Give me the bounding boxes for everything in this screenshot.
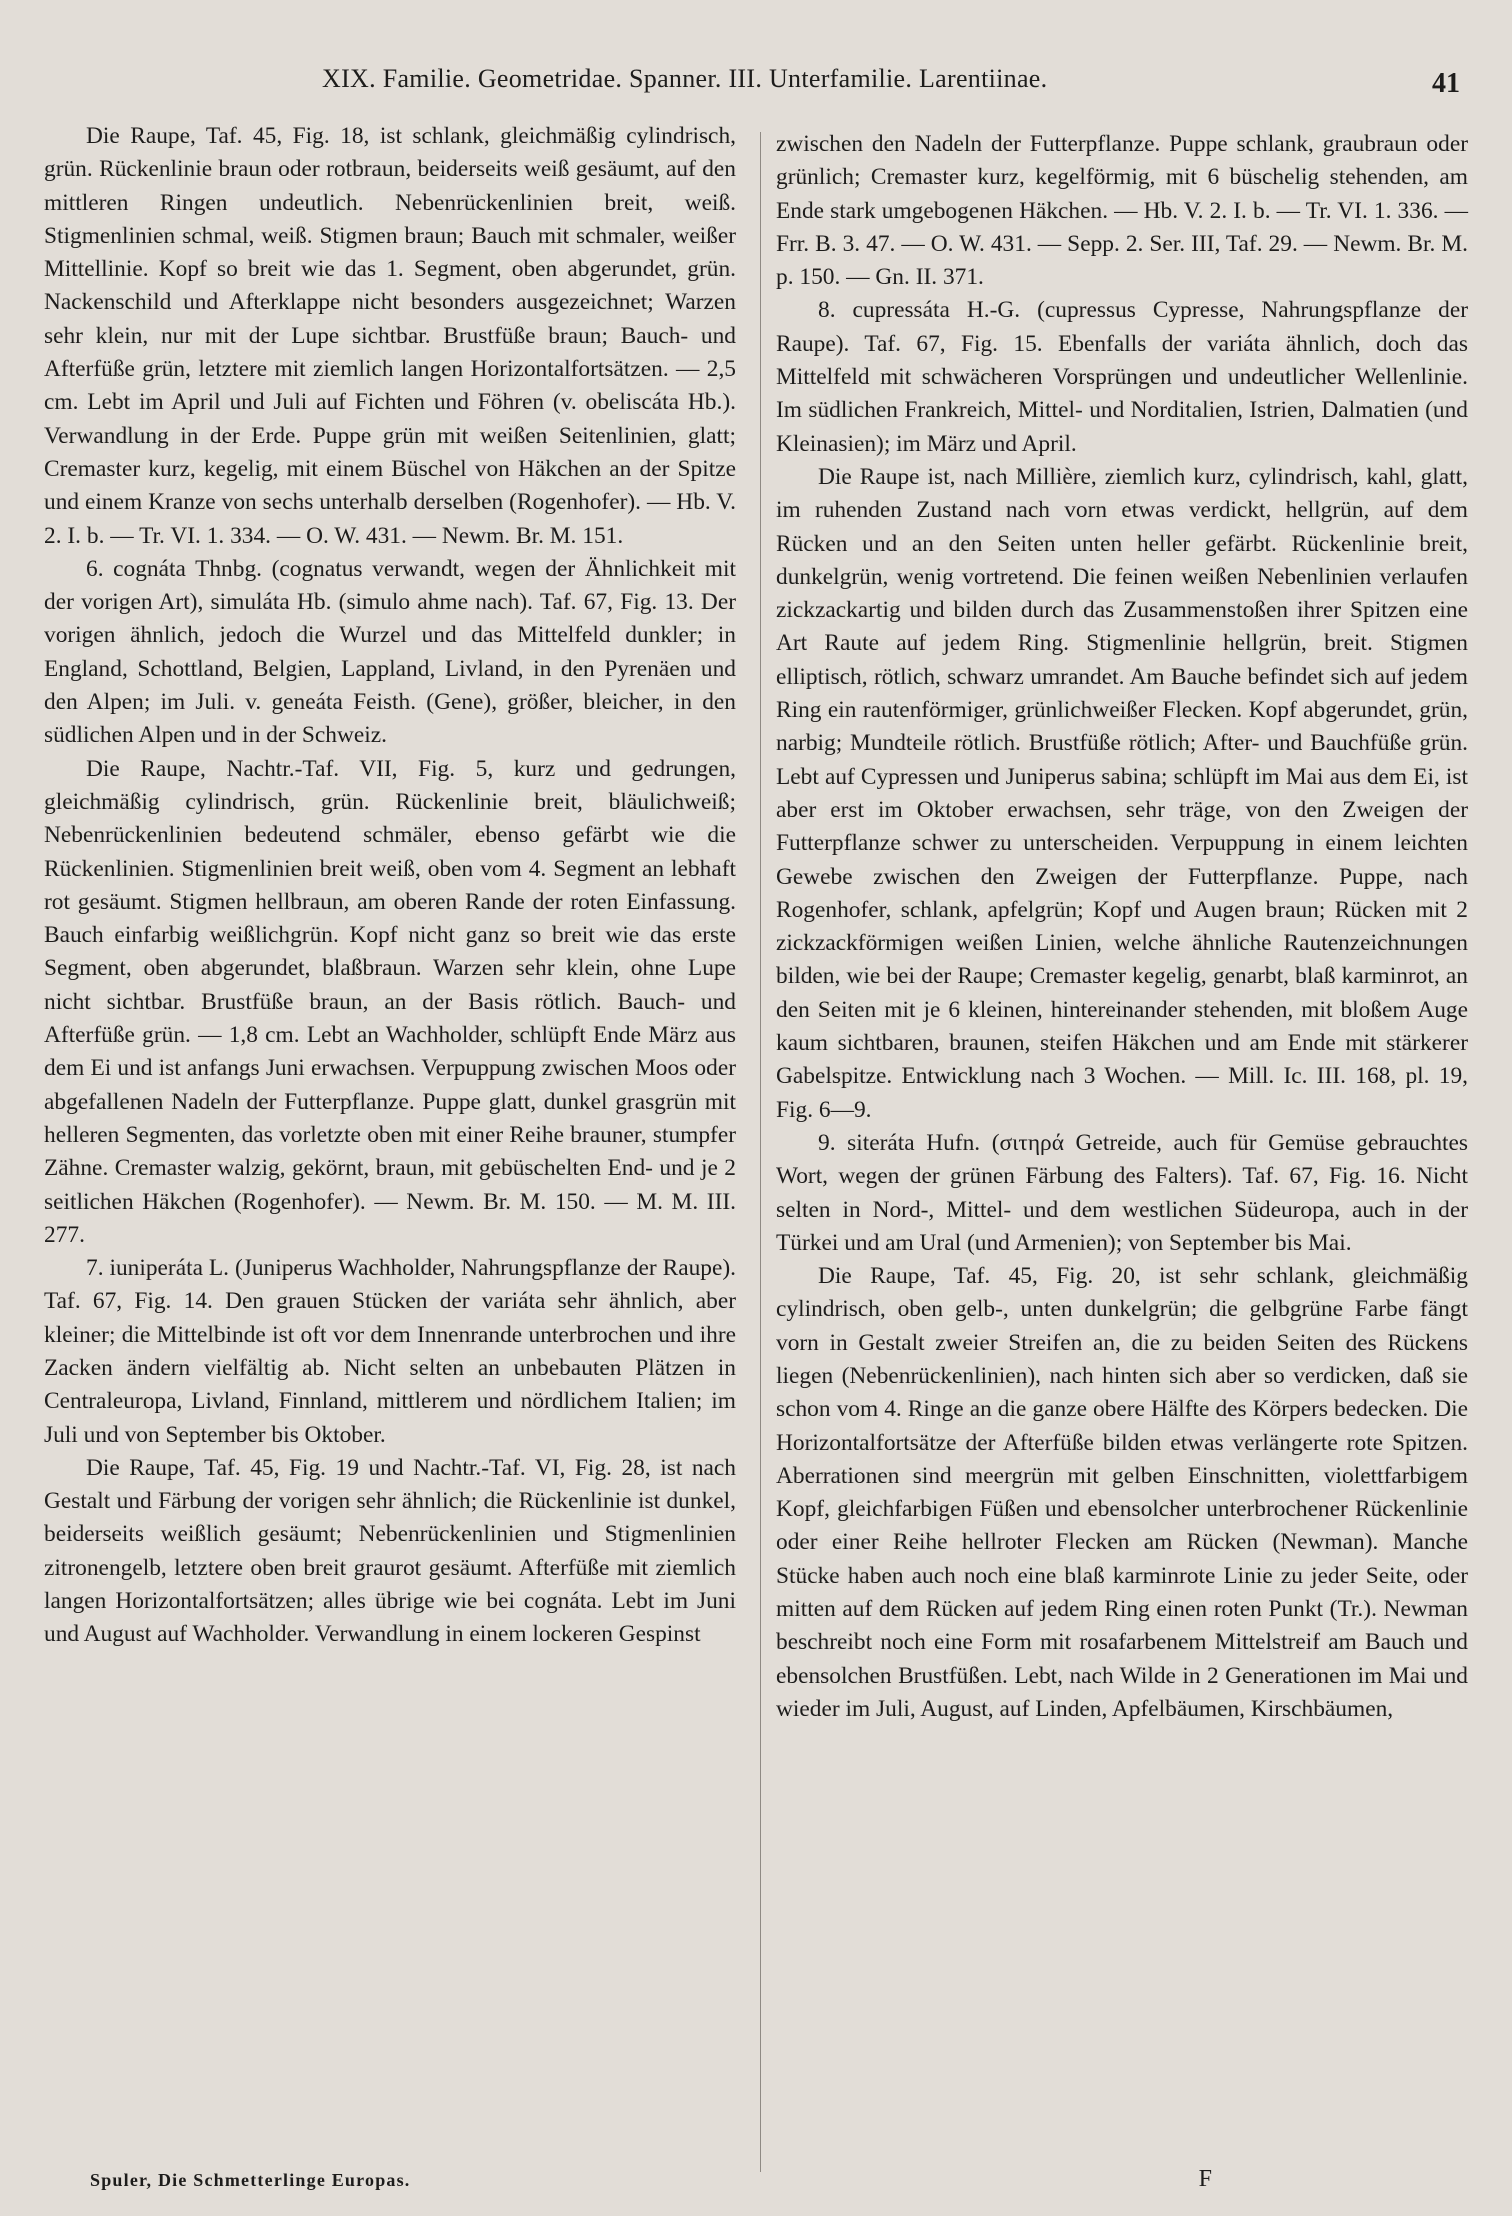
species-entry-siterata: 9. siteráta Hufn. (σιτηρά Getreide, auch für Gemüse gebrauchtes Wort, wegen der grünen Färbung des Falters). Taf. 67, Fig. 16. Nicht selten in Nord-, Mittel- und dem westlichen Südeuropa, auch in der Türkei und am Ural (und Armenien); von September bis Mai. xyxy=(776,1129,1468,1256)
species-entry-iuniperata: 7. iuniperáta L. (Juniperus Wachholder, Nahrungspflanze der Raupe). Taf. 67, Fig. 14. Den grauen Stücken der variáta sehr ähnlich, aber kleiner; die Mittelbinde ist oft vor dem Innenrande unterbrochen und ihre Zacken ändern vielfältig ab. Nicht selten an unbebauten Plätzen in Centraleuropa, Livland, Finnland, mittlerem und nördlichem Italien; im Juli und von September bis Oktober. xyxy=(44,1255,736,1448)
signature-mark: F xyxy=(1198,2166,1212,2192)
paragraph: Die Raupe, Taf. 45, Fig. 18, ist schlank, gleichmäßig cylindrisch, grün. Rückenlinie braun oder rotbraun, beiderseits weiß gesäumt, auf den mittleren Ringen undeutlich. Nebenrückenlinien breit, weiß. Stigmenlinien schmal, weiß. Stigmen braun; Bauch mit schmaler, weißer Mittellinie. Kopf so breit wie das 1. Segment, oben abgerundet, grün. Nackenschild und Afterklappe nicht besonders ausgezeichnet; Warzen sehr klein, nur mit der Lupe sichtbar. Brustfüße braun; Bauch- und Afterfüße grün, letztere mit ziemlich langen Horizontalfortsätzen. — 2,5 cm. Lebt im April und Juli auf Fichten und Föhren (v. obeliscáta Hb.). Verwandlung in der Erde. Puppe grün mit weißen Seitenlinien, glatt; Cremaster kurz, kegelig, mit einem Büschel von Häkchen an der Spitze und einem Kranze von sechs unterhalb derselben (Rogenhofer). — Hb. V. 2. I. b. — Tr. VI. 1. 334. — O. W. 431. — Newm. Br. M. 151. xyxy=(44,123,736,549)
column-divider xyxy=(760,132,761,2172)
paragraph: Die Raupe, Taf. 45, Fig. 20, ist sehr schlank, gleichmäßig cylindrisch, oben gelb-, unten dunkelgrün; die gelbgrüne Farbe fängt vorn in Gestalt zweier Streifen an, die zu beiden Seiten des Rückens liegen (Nebenrückenlinien), nach hinten sich aber so verdicken, daß sie schon vom 4. Ringe an die ganze obere Hälfte des Körpers bedecken. Die Horizontalfortsätze der Afterfüße bilden etwas verlängerte rote Spitzen. Aberrationen sind meergrün mit gelben Einschnitten, violettfarbigem Kopf, gleichfarbigen Füßen und ebensolcher unterbrochener Rückenlinie oder einer Reihe hellroter Flecken am Rücken (Newman). Manche Stücke haben auch noch eine blaß karminrote Linie zu jeder Seite, oder mitten auf dem Rücken auf jedem Ring einen roten Punkt (Tr.). Newman beschreibt noch eine Form mit rosafarbenem Mittelstreif am Bauch und ebensolchen Brustfüßen. Lebt, nach Wilde in 2 Generationen im Mai und wieder im Juli, August, auf Linden, Apfelbäumen, Kirschbäumen, xyxy=(776,1263,1468,1722)
left-column xyxy=(44,120,736,1652)
paragraph: Die Raupe, Taf. 45, Fig. 19 und Nachtr.-Taf. VI, Fig. 28, ist nach Gestalt und Färbung der vorigen sehr ähnlich; die Rückenlinie ist dunkel, beiderseits weißlich gesäumt; Nebenrückenlinien und Stigmenlinien zitronengelb, letztere oben breit graurot gesäumt. Afterfüße mit ziemlich langen Horizontalfortsätzen; alles übrige wie bei cognáta. Lebt im Juni und August auf Wachholder. Verwandlung in einem lockeren Gespinst xyxy=(44,1454,736,1648)
footer-source: Spuler, Die Schmetterlinge Europas. xyxy=(90,2170,411,2190)
paragraph: Die Raupe ist, nach Millière, ziemlich kurz, cylindrisch, kahl, glatt, im ruhenden Zustand nach vorn etwas verdickt, hellgrün, auf dem Rücken und an den Seiten unten heller gefärbt. Rückenlinie breit, dunkelgrün, wenig vortretend. Die feinen weißen Nebenlinien verlaufen zickzackartig und bilden durch das Zusammenstoßen ihrer Spitzen eine Art Raute auf jedem Ring. Stigmenlinie hellgrün, breit. Stigmen elliptisch, rötlich, schwarz umrandet. Am Bauche befindet sich auf jedem Ring ein rautenförmiger, grünlichweißer Flecken. Kopf abgerundet, grün, narbig; Mundteile rötlich. Brustfüße rötlich; After- und Bauchfüße grün. Lebt auf Cypressen und Juniperus sabina; schlüpft im Mai aus dem Ei, ist aber erst im Oktober erwachsen, sehr träge, von den Zweigen der Futterpflanze schwer zu unterscheiden. Verpuppung in einem leichten Gewebe zwischen den Zweigen der Futterpflanze. Puppe, nach Rogenhofer, schlank, apfelgrün; Kopf und Augen braun; Rücken mit 2 zickzackförmigen weißen Linien, welche ähnliche Rautenzeichnungen bilden, wie bei der Raupe; Cremaster kegelig, genarbt, blaß karminrot, an den Seiten mit je 6 kleinen, hintereinander stehenden, mit bloßem Auge kaum sichtbaren, braunen, steifen Häkchen und am Ende mit stärkerer Gabelspitze. Entwicklung nach 3 Wochen. — Mill. Ic. III. 168, pl. 19, Fig. 6—9. xyxy=(776,463,1468,1123)
paragraph: zwischen den Nadeln der Futterpflanze. Puppe schlank, graubraun oder grünlich; Cremaster kurz, kegelförmig, mit 6 büschelig stehenden, am Ende stark umgebogenen Häkchen. — Hb. V. 2. I. b. — Tr. VI. 1. 336. — Frr. B. 3. 47. — O. W. 431. — Sepp. 2. Ser. III, Taf. 29. — Newm. Br. M. p. 150. — Gn. II. 371. xyxy=(776,131,1468,291)
right-column xyxy=(776,128,1468,1726)
header-title: XIX. Familie. Geometridae. Spanner. III. Unterfamilie. Larentiinae. xyxy=(322,64,1048,93)
species-entry-cognata: 6. cognáta Thnbg. (cognatus verwandt, wegen der Ähnlichkeit mit der vorigen Art), simuláta Hb. (simulo ahme nach). Taf. 67, Fig. 13. Der vorigen ähnlich, jedoch die Wurzel und das Mittelfeld dunkler; in England, Schottland, Belgien, Lappland, Livland, in den Pyrenäen und den Alpen; im Juli. v. geneáta Feisth. (Gene), größer, bleicher, in den südlichen Alpen und in der Schweiz. xyxy=(44,555,736,749)
species-entry-cupressata: 8. cupressáta H.-G. (cupressus Cypresse, Nahrungspflanze der Raupe). Taf. 67, Fig. 15. Ebenfalls der variáta ähnlich, doch das Mittelfeld mit schwächeren Vorsprüngen und undeutlicher Wellenlinie. Im südlichen Frankreich, Mittel- und Norditalien, Istrien, Dalmatien (und Kleinasien); im März und April. xyxy=(776,297,1468,457)
running-header xyxy=(42,62,1470,106)
page-footer xyxy=(90,2166,1422,2206)
page-number: 41 xyxy=(1432,68,1460,99)
paragraph: Die Raupe, Nachtr.-Taf. VII, Fig. 5, kurz und gedrungen, gleichmäßig cylindrisch, grün. Rückenlinie breit, bläulichweiß; Nebenrückenlinien bedeutend schmäler, ebenso gefärbt wie die Rückenlinien. Stigmenlinien breit weiß, oben vom 4. Segment an lebhaft rot gesäumt. Stigmen hellbraun, am oberen Rande der roten Einfassung. Bauch einfarbig weißlichgrün. Kopf nicht ganz so breit wie das erste Segment, oben abgerundet, blaßbraun. Warzen sehr klein, ohne Lupe nicht sichtbar. Brustfüße braun, an der Basis rötlich. Bauch- und Afterfüße grün. — 1,8 cm. Lebt an Wachholder, schlüpft Ende März aus dem Ei und ist anfangs Juni erwachsen. Verpuppung zwischen Moos oder abgefallenen Nadeln der Futterpflanze. Puppe glatt, dunkel grasgrün mit helleren Segmenten, das vorletzte oben mit einer Reihe brauner, stumpfer Zähne. Cremaster walzig, gekörnt, braun, mit gebüschelten End- und je 2 seitlichen Häkchen (Rogenhofer). — Newm. Br. M. 150. — M. M. III. 277. xyxy=(44,755,736,1248)
